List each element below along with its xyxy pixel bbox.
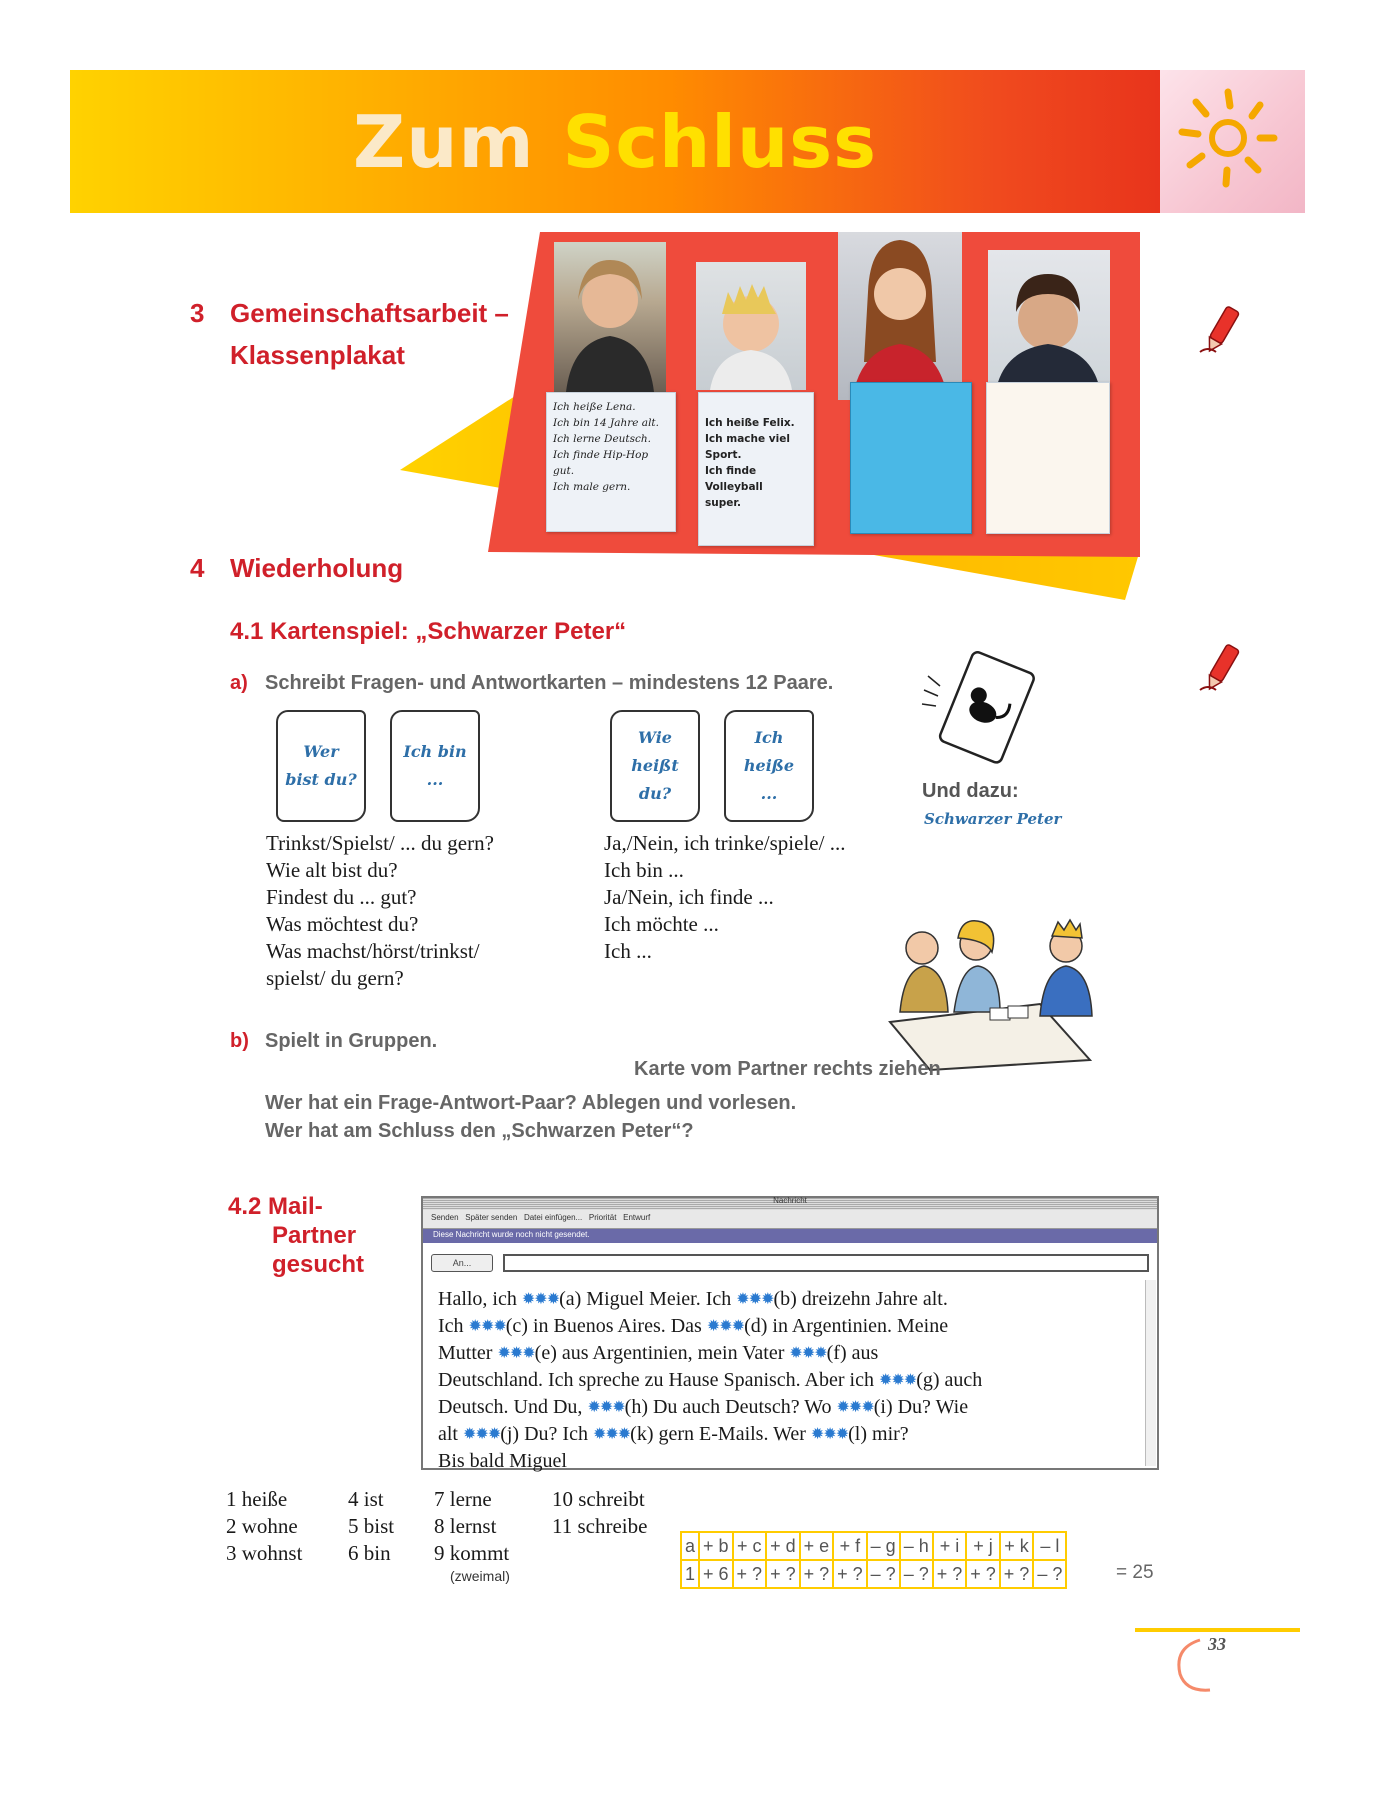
- wordbank-col-3: [434, 1486, 509, 1567]
- task-b-label: b): [230, 1030, 249, 1052]
- note-line: Ich finde Volleyball: [705, 465, 763, 493]
- number-puzzle-table: [680, 1531, 1067, 1589]
- class-poster: [488, 232, 1140, 557]
- mail-to-button[interactable]: An...: [431, 1254, 493, 1272]
- note-line: Ich finde Hip-Hop gut.: [553, 449, 649, 477]
- word-item: 4 ist: [348, 1487, 384, 1511]
- section-3-number: 3: [190, 298, 205, 328]
- footer-rule: [1135, 1628, 1300, 1632]
- word-item: 5 bist: [348, 1514, 395, 1538]
- black-cat-card-illustration: [918, 650, 1048, 773]
- list-item: Ich möchte ...: [604, 912, 719, 936]
- mail-body-line: [438, 1421, 1148, 1448]
- card-text: Ich bin ...: [403, 742, 467, 789]
- mail-text-segment: (e) aus Argentinien, mein Vater: [534, 1342, 790, 1364]
- wordbank-col-1: [226, 1486, 302, 1567]
- puzzle-cell: + ?: [800, 1560, 834, 1588]
- note-blank-white: [986, 382, 1110, 534]
- blank-star-icon: ✹✹✹: [736, 1291, 774, 1308]
- mail-text-segment: Deutschland. Ich spreche zu Hause Spanisch. Aber ich: [438, 1369, 879, 1391]
- wordbank-note: (zweimal): [450, 1568, 510, 1584]
- note-felix: [698, 392, 814, 546]
- word-item: 10 schreibt: [552, 1487, 645, 1511]
- word-item: 1 heiße: [226, 1487, 288, 1511]
- list-item: Wie alt bist du?: [266, 858, 398, 882]
- photo-felix: [696, 262, 806, 390]
- puzzle-row-numbers: [681, 1560, 1066, 1588]
- header-banner: [70, 70, 1160, 213]
- page-title: [70, 70, 1160, 213]
- task-b-text: Spielt in Gruppen.: [265, 1030, 438, 1052]
- mail-text-segment: (b) dreizehn Jahre alt.: [773, 1288, 948, 1310]
- mail-text-segment: (c) in Buenos Aires. Das: [505, 1315, 707, 1337]
- mail-text-segment: alt: [438, 1423, 463, 1445]
- note-lena: [546, 392, 676, 532]
- answer-list: [604, 830, 845, 965]
- karte-ziehen-text: Karte vom Partner rechts ziehen: [634, 1058, 941, 1080]
- puzzle-cell: + b: [699, 1532, 733, 1560]
- blank-star-icon: ✹✹✹: [836, 1399, 874, 1416]
- mail-text-segment: (i) Du? Wie: [873, 1396, 969, 1418]
- mail-body-line: [438, 1367, 1148, 1394]
- blank-star-icon: ✹✹✹: [592, 1426, 631, 1443]
- list-item: Ich ...: [604, 939, 652, 963]
- puzzle-cell: + ?: [733, 1560, 767, 1588]
- mail-toolbar-buttons[interactable]: Senden Später senden Datei einfügen... Priorität Entwurf: [431, 1213, 651, 1222]
- puzzle-cell: – ?: [867, 1560, 900, 1588]
- wordbank-col-2: [348, 1486, 394, 1567]
- word-item: 7 lerne: [434, 1487, 492, 1511]
- list-item: Ich bin ...: [604, 858, 684, 882]
- puzzle-cell: – h: [900, 1532, 933, 1560]
- puzzle-cell: + ?: [833, 1560, 867, 1588]
- sun-illustration: [1160, 70, 1305, 213]
- title-line: gesucht: [272, 1251, 365, 1278]
- blank-star-icon: ✹✹✹: [789, 1345, 827, 1362]
- puzzle-cell: + ?: [966, 1560, 1000, 1588]
- section-4-title: Wiederholung: [230, 553, 404, 583]
- puzzle-cell: + c: [733, 1532, 767, 1560]
- photo-boy: [988, 250, 1110, 390]
- mail-infobar: [423, 1229, 1157, 1243]
- mail-window: [421, 1196, 1159, 1470]
- word-item: 11 schreibe: [552, 1514, 648, 1538]
- mail-window-title: Nachricht: [773, 1196, 807, 1205]
- puzzle-cell: + f: [833, 1532, 867, 1560]
- blank-star-icon: ✹✹✹: [497, 1345, 535, 1362]
- puzzle-cell: + i: [933, 1532, 967, 1560]
- puzzle-cell: a: [681, 1532, 699, 1560]
- puzzle-row-letters: [681, 1532, 1066, 1560]
- puzzle-cell: + ?: [766, 1560, 800, 1588]
- mail-text-segment: Bis bald Miguel: [438, 1450, 567, 1472]
- section-4-1-title: 4.1 Kartenspiel: „Schwarzer Peter“: [230, 618, 627, 645]
- card-ich-bin: [390, 710, 480, 822]
- note-blank-blue: [850, 382, 972, 534]
- mail-to-field[interactable]: [503, 1254, 1149, 1272]
- blank-star-icon: ✹✹✹: [706, 1318, 745, 1335]
- photo-lena: [554, 242, 666, 392]
- schwarzer-peter-label: Schwarzer Peter: [924, 810, 1062, 828]
- mail-body-line: [438, 1313, 1148, 1340]
- blank-star-icon: ✹✹✹: [587, 1399, 625, 1416]
- mail-text-segment: Hallo, ich: [438, 1288, 522, 1310]
- puzzle-cell: + e: [800, 1532, 834, 1560]
- wordbank-col-4: [552, 1486, 647, 1540]
- mail-text-segment: (g) auch: [916, 1369, 983, 1391]
- pencil-icon: [1196, 302, 1246, 365]
- puzzle-cell: + d: [766, 1532, 800, 1560]
- list-item: Ja,/Nein, ich trinke/spiele/ ...: [604, 831, 846, 855]
- title-line: Partner: [272, 1222, 357, 1249]
- word-item: 9 kommt: [434, 1541, 510, 1565]
- blank-star-icon: ✹✹✹: [463, 1426, 501, 1443]
- puzzle-cell: – ?: [1033, 1560, 1066, 1588]
- word-item: 3 wohnst: [226, 1541, 303, 1565]
- list-item: Trinkst/Spielst/ ... du gern?: [266, 831, 494, 855]
- page-number: 33: [1208, 1634, 1226, 1654]
- mail-body-line: [438, 1448, 1148, 1474]
- mail-text-segment: Ich: [438, 1315, 469, 1337]
- mail-text-segment: (f) aus: [826, 1342, 879, 1364]
- card-text: Wie heißt du?: [631, 728, 679, 803]
- list-item: Was machst/hörst/trinkst/: [266, 939, 480, 963]
- blank-star-icon: ✹✹✹: [878, 1372, 917, 1389]
- card-text: Ich heiße ...: [743, 728, 795, 803]
- task-a-label: a): [230, 672, 248, 694]
- task-a-text: Schreibt Fragen- und Antwortkarten – mindestens 12 Paare.: [265, 672, 834, 694]
- blank-star-icon: ✹✹✹: [521, 1291, 560, 1308]
- list-item: Ja/Nein, ich finde ...: [604, 885, 774, 909]
- und-dazu-label: Und dazu:: [922, 780, 1019, 802]
- pencil-icon: [1196, 640, 1246, 703]
- puzzle-cell: – g: [867, 1532, 900, 1560]
- note-line: super.: [705, 497, 742, 509]
- photo-girl: [838, 232, 962, 400]
- mail-text-segment: (k) gern E-Mails. Wer: [630, 1423, 811, 1445]
- mail-titlebar: [423, 1198, 1157, 1210]
- mail-info-text: Diese Nachricht wurde noch nicht gesendet.: [433, 1230, 590, 1239]
- word-item: 2 wohne: [226, 1514, 298, 1538]
- mail-text-segment: (d) in Argentinien. Meine: [744, 1315, 949, 1337]
- puzzle-cell: + j: [966, 1532, 1000, 1560]
- question-list: [266, 830, 494, 992]
- mail-toolbar[interactable]: [423, 1210, 1157, 1229]
- mail-text-segment: Mutter: [438, 1342, 498, 1364]
- mail-text-segment: (l) mir?: [848, 1423, 909, 1445]
- word-item: 6 bin: [348, 1541, 391, 1565]
- note-line: Ich male gern.: [553, 481, 631, 493]
- title-line: 4.2 Mail-: [228, 1193, 323, 1220]
- mail-scrollbar[interactable]: [1145, 1280, 1156, 1466]
- section-4-2-title: [228, 1192, 364, 1279]
- mail-body-line: [438, 1394, 1148, 1421]
- mail-body[interactable]: [438, 1286, 1148, 1474]
- title-part-1: Zum: [353, 99, 535, 184]
- card-ich-heisse: [724, 710, 814, 822]
- mail-text-segment: Deutsch. Und Du,: [438, 1396, 588, 1418]
- card-text: Wer bist du?: [285, 742, 357, 789]
- puzzle-cell: + ?: [1000, 1560, 1034, 1588]
- instruction-line-2: Wer hat am Schluss den „Schwarzen Peter“?: [265, 1120, 694, 1142]
- puzzle-cell: + k: [1000, 1532, 1034, 1560]
- list-item: Findest du ... gut?: [266, 885, 417, 909]
- puzzle-cell: + 6: [699, 1560, 733, 1588]
- blank-star-icon: ✹✹✹: [468, 1318, 506, 1335]
- card-wer-bist-du: [276, 710, 366, 822]
- blank-star-icon: ✹✹✹: [810, 1426, 849, 1443]
- note-line: Ich heiße Felix.: [705, 417, 795, 429]
- mail-text-segment: (j) Du? Ich: [500, 1423, 593, 1445]
- list-item: spielst/ du gern?: [266, 966, 404, 990]
- puzzle-cell: 1: [681, 1560, 699, 1588]
- list-item: Was möchtest du?: [266, 912, 419, 936]
- word-item: 8 lernst: [434, 1514, 497, 1538]
- puzzle-cell: – l: [1033, 1532, 1066, 1560]
- puzzle-result: = 25: [1116, 1562, 1154, 1583]
- mail-body-line: [438, 1340, 1148, 1367]
- mail-text-segment: (a) Miguel Meier. Ich: [559, 1288, 737, 1310]
- instruction-line-1: Wer hat ein Frage-Antwort-Paar? Ablegen und vorlesen.: [265, 1092, 797, 1114]
- section-3-title-line2: Klassenplakat: [230, 340, 405, 370]
- section-4-number: 4: [190, 553, 205, 583]
- mail-body-line: [438, 1286, 1148, 1313]
- note-line: Ich bin 14 Jahre alt.: [553, 417, 659, 429]
- title-part-2: Schluss: [562, 99, 877, 184]
- card-wie-heisst-du: [610, 710, 700, 822]
- note-line: Ich lerne Deutsch.: [553, 433, 652, 445]
- note-line: Ich mache viel Sport.: [705, 433, 790, 461]
- mail-text-segment: (h) Du auch Deutsch? Wo: [624, 1396, 837, 1418]
- puzzle-cell: + ?: [933, 1560, 967, 1588]
- note-line: Ich heiße Lena.: [553, 401, 636, 413]
- section-3-title-line1: Gemeinschaftsarbeit –: [230, 298, 509, 328]
- puzzle-cell: – ?: [900, 1560, 933, 1588]
